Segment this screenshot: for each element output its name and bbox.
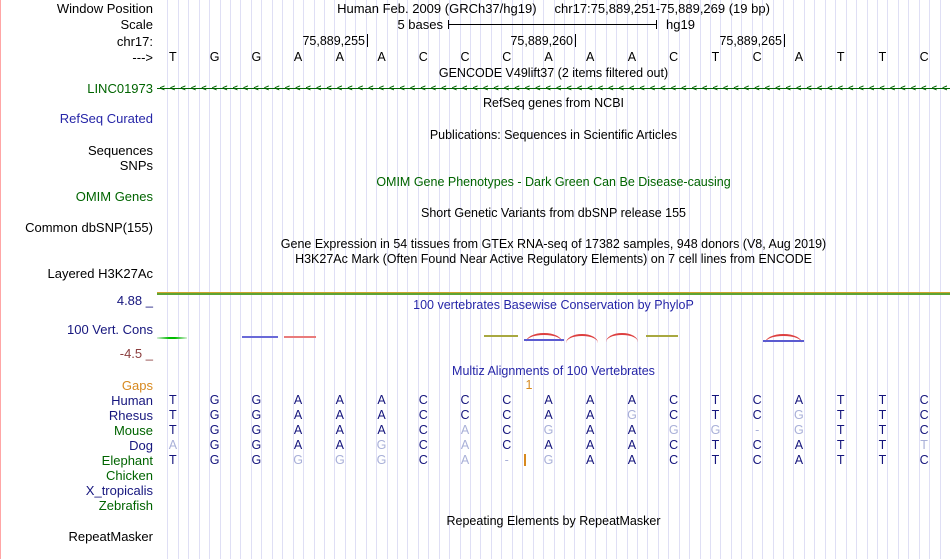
sequence-cell: C [752,50,762,64]
left-label-4-88[interactable]: 4.88 _ [116,293,153,308]
alignment-cell-mouse: T [169,423,177,437]
alignment-cell-elephant: G [251,453,262,467]
alignment-cell-rhesus: C [460,408,470,422]
alignment-cell-human: A [627,393,637,407]
alignment-cell-dog: C [502,438,512,452]
alignment-cell-mouse: T [878,423,887,437]
reverse-strand-chevron-icon: < [284,83,291,93]
alignment-cell-mouse: G [668,423,679,437]
h3k27ac-signal-line [157,293,950,295]
reverse-strand-chevron-icon: < [931,83,937,93]
alignment-cell-rhesus: C [752,408,762,422]
alignment-cell-dog: G [251,438,262,452]
reverse-strand-chevron-icon: < [222,83,228,93]
alignment-cell-human: A [544,393,553,407]
reverse-strand-chevron-icon: < [733,83,739,93]
reverse-strand-chevron-icon: < [483,83,489,93]
reverse-strand-chevron-icon: < [180,83,186,93]
conservation-underline [524,339,564,341]
center-title-h3k27ac-mark-often-found-near-active-reg[interactable]: H3K27Ac Mark (Often Found Near Active Regulatory Elements) on 7 cell lines from ENCODE [295,252,812,266]
alignment-cell-elephant: C [669,453,679,467]
alignment-cell-dog: C [418,438,428,452]
alignment-cell-elephant: A [586,453,595,467]
sequence-cell: A [293,50,303,64]
left-label-elephant[interactable]: Elephant [101,453,153,468]
reverse-strand-chevron-icon: < [879,83,885,93]
conservation-mark [566,334,598,343]
reverse-strand-chevron-icon: < [170,83,176,93]
alignment-cell-rhesus: A [293,408,303,422]
alignment-cell-mouse: A [586,423,595,437]
reverse-strand-chevron-icon: < [274,83,280,93]
left-label-linc01973[interactable]: LINC01973 [87,81,153,96]
alignment-cell-human: A [586,393,595,407]
alignment-cell-rhesus: A [377,408,386,422]
alignment-cell-dog: A [627,438,637,452]
sequence-cell: C [460,50,470,64]
reverse-strand-chevron-icon: < [754,83,760,93]
alignment-cell-human: C [669,393,679,407]
reverse-strand-chevron-icon: < [629,83,635,93]
alignment-cell-mouse: - [755,423,760,437]
assembly-tag: hg19 [666,17,695,32]
alignment-cell-human: G [209,393,220,407]
alignment-cell-human: T [169,393,177,407]
alignment-cell-rhesus: G [209,408,220,422]
reverse-strand-chevron-icon: < [211,83,217,93]
alignment-cell-mouse: A [377,423,386,437]
alignment-cell-elephant: C [919,453,929,467]
alignment-cell-rhesus: C [669,408,679,422]
reverse-strand-chevron-icon: < [670,83,677,93]
left-label-chr17[interactable]: chr17: [116,34,153,49]
reverse-strand-chevron-icon: < [409,83,416,93]
reverse-strand-chevron-icon: < [639,83,645,93]
alignment-cell-mouse: G [209,423,220,437]
left-label-gaps[interactable]: Gaps [121,378,153,393]
left-label-human[interactable]: Human [111,393,153,408]
alignment-cell-mouse: C [418,423,428,437]
reverse-strand-chevron-icon: < [430,83,437,93]
reverse-strand-chevron-icon: < [712,83,718,93]
reverse-strand-chevron-icon: < [305,83,311,93]
alignment-cell-elephant: G [543,453,554,467]
reverse-strand-chevron-icon: < [900,83,906,93]
alignment-cell-mouse: G [710,423,721,437]
reverse-strand-chevron-icon: < [858,83,864,93]
assembly-position-header [157,1,950,16]
alignment-cell-human: G [251,393,262,407]
sequence-cell: C [418,50,428,64]
sequence-cell: A [544,50,553,64]
alignment-cell-elephant: T [836,453,845,467]
reverse-strand-chevron-icon: < [357,83,364,93]
alignment-cell-human: C [460,393,470,407]
reverse-strand-chevron-icon: < [576,83,583,93]
assembly-text: Human Feb. 2009 (GRCh37/hg19) [337,1,537,16]
scale-left-tick [448,20,449,29]
center-title-omim-gene-phenotypes-dark-green-can-be-d[interactable]: OMIM Gene Phenotypes - Dark Green Can Be Disease-causing [376,175,731,189]
alignment-cell-elephant: G [334,453,345,467]
reverse-strand-chevron-icon: < [535,83,541,93]
sequence-cell: A [627,50,637,64]
reverse-strand-chevron-icon: < [806,83,812,93]
reverse-strand-chevron-icon: < [326,83,332,93]
alignment-cell-dog: A [335,438,344,452]
alignment-cell-rhesus: C [919,408,929,422]
reverse-strand-chevron-icon: < [503,83,510,93]
center-title-100-vertebrates-basewise-conservation-by[interactable]: 100 vertebrates Basewise Conservation by PhyloP [413,298,694,312]
sequence-cell: T [878,50,887,64]
reverse-strand-chevron-icon: < [441,83,447,93]
reverse-strand-chevron-icon: < [190,83,197,93]
alignment-cell-mouse: A [293,423,303,437]
reverse-strand-chevron-icon: < [493,83,499,93]
alignment-cell-human: T [711,393,720,407]
alignment-cell-human: C [919,393,929,407]
left-label-common-dbsnp-155[interactable]: Common dbSNP(155) [25,220,153,235]
alignment-cell-mouse: G [251,423,262,437]
reverse-strand-chevron-icon: < [263,83,270,93]
center-title-short-genetic-variants-from-dbsnp-releas[interactable]: Short Genetic Variants from dbSNP release 155 [421,206,686,220]
reverse-strand-chevron-icon: < [347,83,353,93]
reverse-strand-chevron-icon: < [472,83,478,93]
sequence-cell: A [794,50,804,64]
conservation-mark [157,337,187,339]
coord-label-75-889-255: 75,889,255 [302,34,365,48]
reverse-strand-chevron-icon: < [827,83,833,93]
gaps-count-indicator: 1 [525,378,533,392]
alignment-cell-dog: A [460,438,470,452]
alignment-cell-human: A [335,393,344,407]
alignment-cell-human: A [293,393,303,407]
center-title-multiz-alignments-of-100-vertebrates[interactable]: Multiz Alignments of 100 Vertebrates [452,364,655,378]
center-title-gene-expression-in-54-tissues-from-gtex-[interactable]: Gene Expression in 54 tissues from GTEx RNA-seq of 17382 samples, 948 donors (V8, Aug 2019) [280,237,827,251]
alignment-cell-rhesus: C [418,408,428,422]
alignment-cell-elephant: - [504,453,509,467]
left-label-item[interactable]: ---> [132,50,153,65]
reverse-strand-chevron-icon: < [232,83,238,93]
reverse-strand-chevron-icon: < [691,83,697,93]
alignment-cell-elephant: A [627,453,637,467]
reverse-strand-chevron-icon: < [295,83,301,93]
alignment-cell-rhesus: G [794,408,804,422]
center-title-repeating-elements-by-repeatmasker[interactable]: Repeating Elements by RepeatMasker [446,514,661,528]
scale-right-tick [656,20,657,29]
sequence-cell: T [836,50,845,64]
reverse-strand-chevron-icon: < [524,83,531,93]
center-title-publications-sequences-in-scientific-art[interactable]: Publications: Sequences in Scientific Articles [429,128,678,142]
left-label-omim-genes[interactable]: OMIM Genes [75,189,153,204]
alignment-cell-elephant: G [293,453,303,467]
alignment-cell-dog: G [209,438,220,452]
reverse-strand-chevron-icon: < [566,83,572,93]
reverse-strand-chevron-icon: < [378,83,384,93]
alignment-cell-human: T [878,393,887,407]
reverse-strand-chevron-icon: < [159,83,165,93]
left-label-refseq-curated[interactable]: RefSeq Curated [59,111,153,126]
alignment-cell-dog: C [752,438,762,452]
reverse-strand-chevron-icon: < [796,83,802,93]
alignment-cell-dog: A [168,438,178,452]
alignment-cell-dog: G [376,438,387,452]
reverse-strand-chevron-icon: < [597,83,604,93]
alignment-cell-mouse: A [460,423,470,437]
left-label-chicken[interactable]: Chicken [106,468,153,483]
reverse-strand-chevron-icon: < [608,83,614,93]
alignment-cell-rhesus: A [544,408,553,422]
alignment-cell-mouse: T [836,423,845,437]
reverse-strand-chevron-icon: < [910,83,917,93]
reverse-strand-chevron-icon: < [201,83,207,93]
alignment-cell-elephant: T [878,453,887,467]
reverse-strand-chevron-icon: < [243,83,249,93]
left-label-layered-h3k27ac[interactable]: Layered H3K27Ac [47,266,153,281]
left-label-sequences[interactable]: Sequences [87,143,153,158]
alignment-cell-rhesus: T [711,408,720,422]
coord-label-75-889-265: 75,889,265 [719,34,782,48]
sequence-cell: A [335,50,344,64]
sequence-cell: A [377,50,386,64]
sequence-cell: T [169,50,177,64]
alignment-cell-dog: T [878,438,887,452]
center-title-gencode-v49lift37-2-items-filtered-out[interactable]: GENCODE V49lift37 (2 items filtered out) [438,66,669,80]
alignment-cell-mouse: C [502,423,512,437]
conservation-mark [484,335,518,337]
left-label-snps[interactable]: SNPs [119,158,153,173]
alignment-cell-human: A [794,393,804,407]
reverse-strand-chevron-icon: < [556,83,562,93]
left-label-mouse[interactable]: Mouse [113,423,153,438]
reverse-strand-chevron-icon: < [618,83,624,93]
reverse-strand-chevron-icon: < [462,83,468,93]
reverse-strand-chevron-icon: < [837,83,844,93]
alignment-cell-rhesus: A [586,408,595,422]
conservation-underline [763,340,804,342]
reverse-strand-chevron-icon: < [723,83,729,93]
reverse-strand-chevron-icon: < [816,83,823,93]
position-text: chr17:75,889,251-75,889,269 (19 bp) [554,1,770,16]
reverse-strand-chevron-icon: < [389,83,395,93]
coord-tick [784,34,785,47]
alignment-cell-dog: T [711,438,720,452]
alignment-cell-elephant: C [418,453,428,467]
scale-bar [448,24,657,25]
reverse-strand-chevron-icon: < [545,83,551,93]
alignment-cell-human: C [502,393,512,407]
reverse-strand-chevron-icon: < [253,83,259,93]
alignment-cell-mouse: A [627,423,637,437]
left-label-dog[interactable]: Dog [129,438,153,453]
alignment-cell-rhesus: T [169,408,177,422]
left-label-x-tropicalis[interactable]: X_tropicalis [85,483,153,498]
reverse-strand-chevron-icon: < [587,83,593,93]
alignment-cell-rhesus: G [251,408,262,422]
alignment-cell-human: A [377,393,386,407]
reverse-strand-chevron-icon: < [649,83,656,93]
alignment-cell-human: C [418,393,428,407]
alignment-cell-dog: T [836,438,845,452]
reverse-strand-chevron-icon: < [681,83,687,93]
reverse-strand-chevron-icon: < [785,83,791,93]
alignment-cell-mouse: G [543,423,554,437]
reverse-strand-chevron-icon: < [848,83,854,93]
reverse-strand-chevron-icon: < [869,83,875,93]
sequence-cell: G [209,50,220,64]
reverse-strand-chevron-icon: < [775,83,781,93]
left-label-zebrafish[interactable]: Zebrafish [98,498,153,513]
alignment-cell-rhesus: T [836,408,845,422]
alignment-cell-dog: T [920,438,928,452]
alignment-cell-dog: A [544,438,553,452]
alignment-cell-rhesus: G [627,408,637,422]
reverse-strand-chevron-icon: < [399,83,405,93]
alignment-cell-elephant: C [752,453,762,467]
coord-tick [367,34,368,47]
alignment-cell-elephant: T [711,453,720,467]
reverse-strand-chevron-icon: < [743,83,750,93]
alignment-cell-human: T [836,393,845,407]
reverse-strand-chevron-icon: < [420,83,426,93]
conservation-mark [242,336,278,338]
alignment-cell-dog: C [669,438,679,452]
sequence-cell: T [711,50,720,64]
reverse-strand-chevron-icon: < [336,83,343,93]
alignment-cell-dog: A [586,438,595,452]
alignment-cell-rhesus: C [502,408,512,422]
left-label-100-vert-cons[interactable]: 100 Vert. Cons [67,322,153,337]
alignment-cell-elephant: A [460,453,470,467]
left-label-window-position[interactable]: Window Position [56,1,153,16]
reverse-strand-chevron-icon: < [889,83,896,93]
reverse-strand-chevron-icon: < [316,83,322,93]
alignment-cell-mouse: A [335,423,344,437]
left-label-rhesus[interactable]: Rhesus [108,408,153,423]
reverse-strand-chevron-icon: < [514,83,520,93]
sequence-cell: G [251,50,262,64]
reverse-strand-chevron-icon: < [942,83,948,93]
left-label-4-5[interactable]: -4.5 _ [119,346,153,361]
alignment-cell-elephant: G [376,453,387,467]
alignment-cell-mouse: G [794,423,804,437]
reverse-strand-chevron-icon: < [921,83,927,93]
conservation-mark [606,333,638,342]
alignment-cell-elephant: G [209,453,220,467]
alignment-cell-mouse: C [919,423,929,437]
alignment-cell-elephant: T [169,453,177,467]
sequence-cell: A [586,50,595,64]
sequence-cell: C [502,50,512,64]
sequence-cell: C [919,50,929,64]
coord-tick [575,34,576,47]
scale-label: 5 bases [397,17,443,32]
insertion-tick [524,454,526,466]
reverse-strand-chevron-icon: < [368,83,374,93]
alignment-cell-dog: A [293,438,303,452]
alignment-cell-dog: A [794,438,804,452]
center-title-refseq-genes-from-ncbi[interactable]: RefSeq genes from NCBI [482,96,625,110]
reverse-strand-chevron-icon: < [702,83,708,93]
alignment-cell-elephant: A [794,453,804,467]
coord-label-75-889-260: 75,889,260 [510,34,573,48]
conservation-mark [646,335,678,337]
alignment-cell-rhesus: A [335,408,344,422]
alignment-cell-rhesus: T [878,408,887,422]
sequence-cell: C [669,50,679,64]
conservation-mark [284,336,316,338]
reverse-strand-chevron-icon: < [660,83,666,93]
reverse-strand-chevron-icon: < [451,83,457,93]
alignment-cell-human: C [752,393,762,407]
reverse-strand-chevron-icon: < [764,83,771,93]
left-label-repeatmasker[interactable]: RepeatMasker [68,529,153,544]
left-label-scale[interactable]: Scale [120,17,153,32]
